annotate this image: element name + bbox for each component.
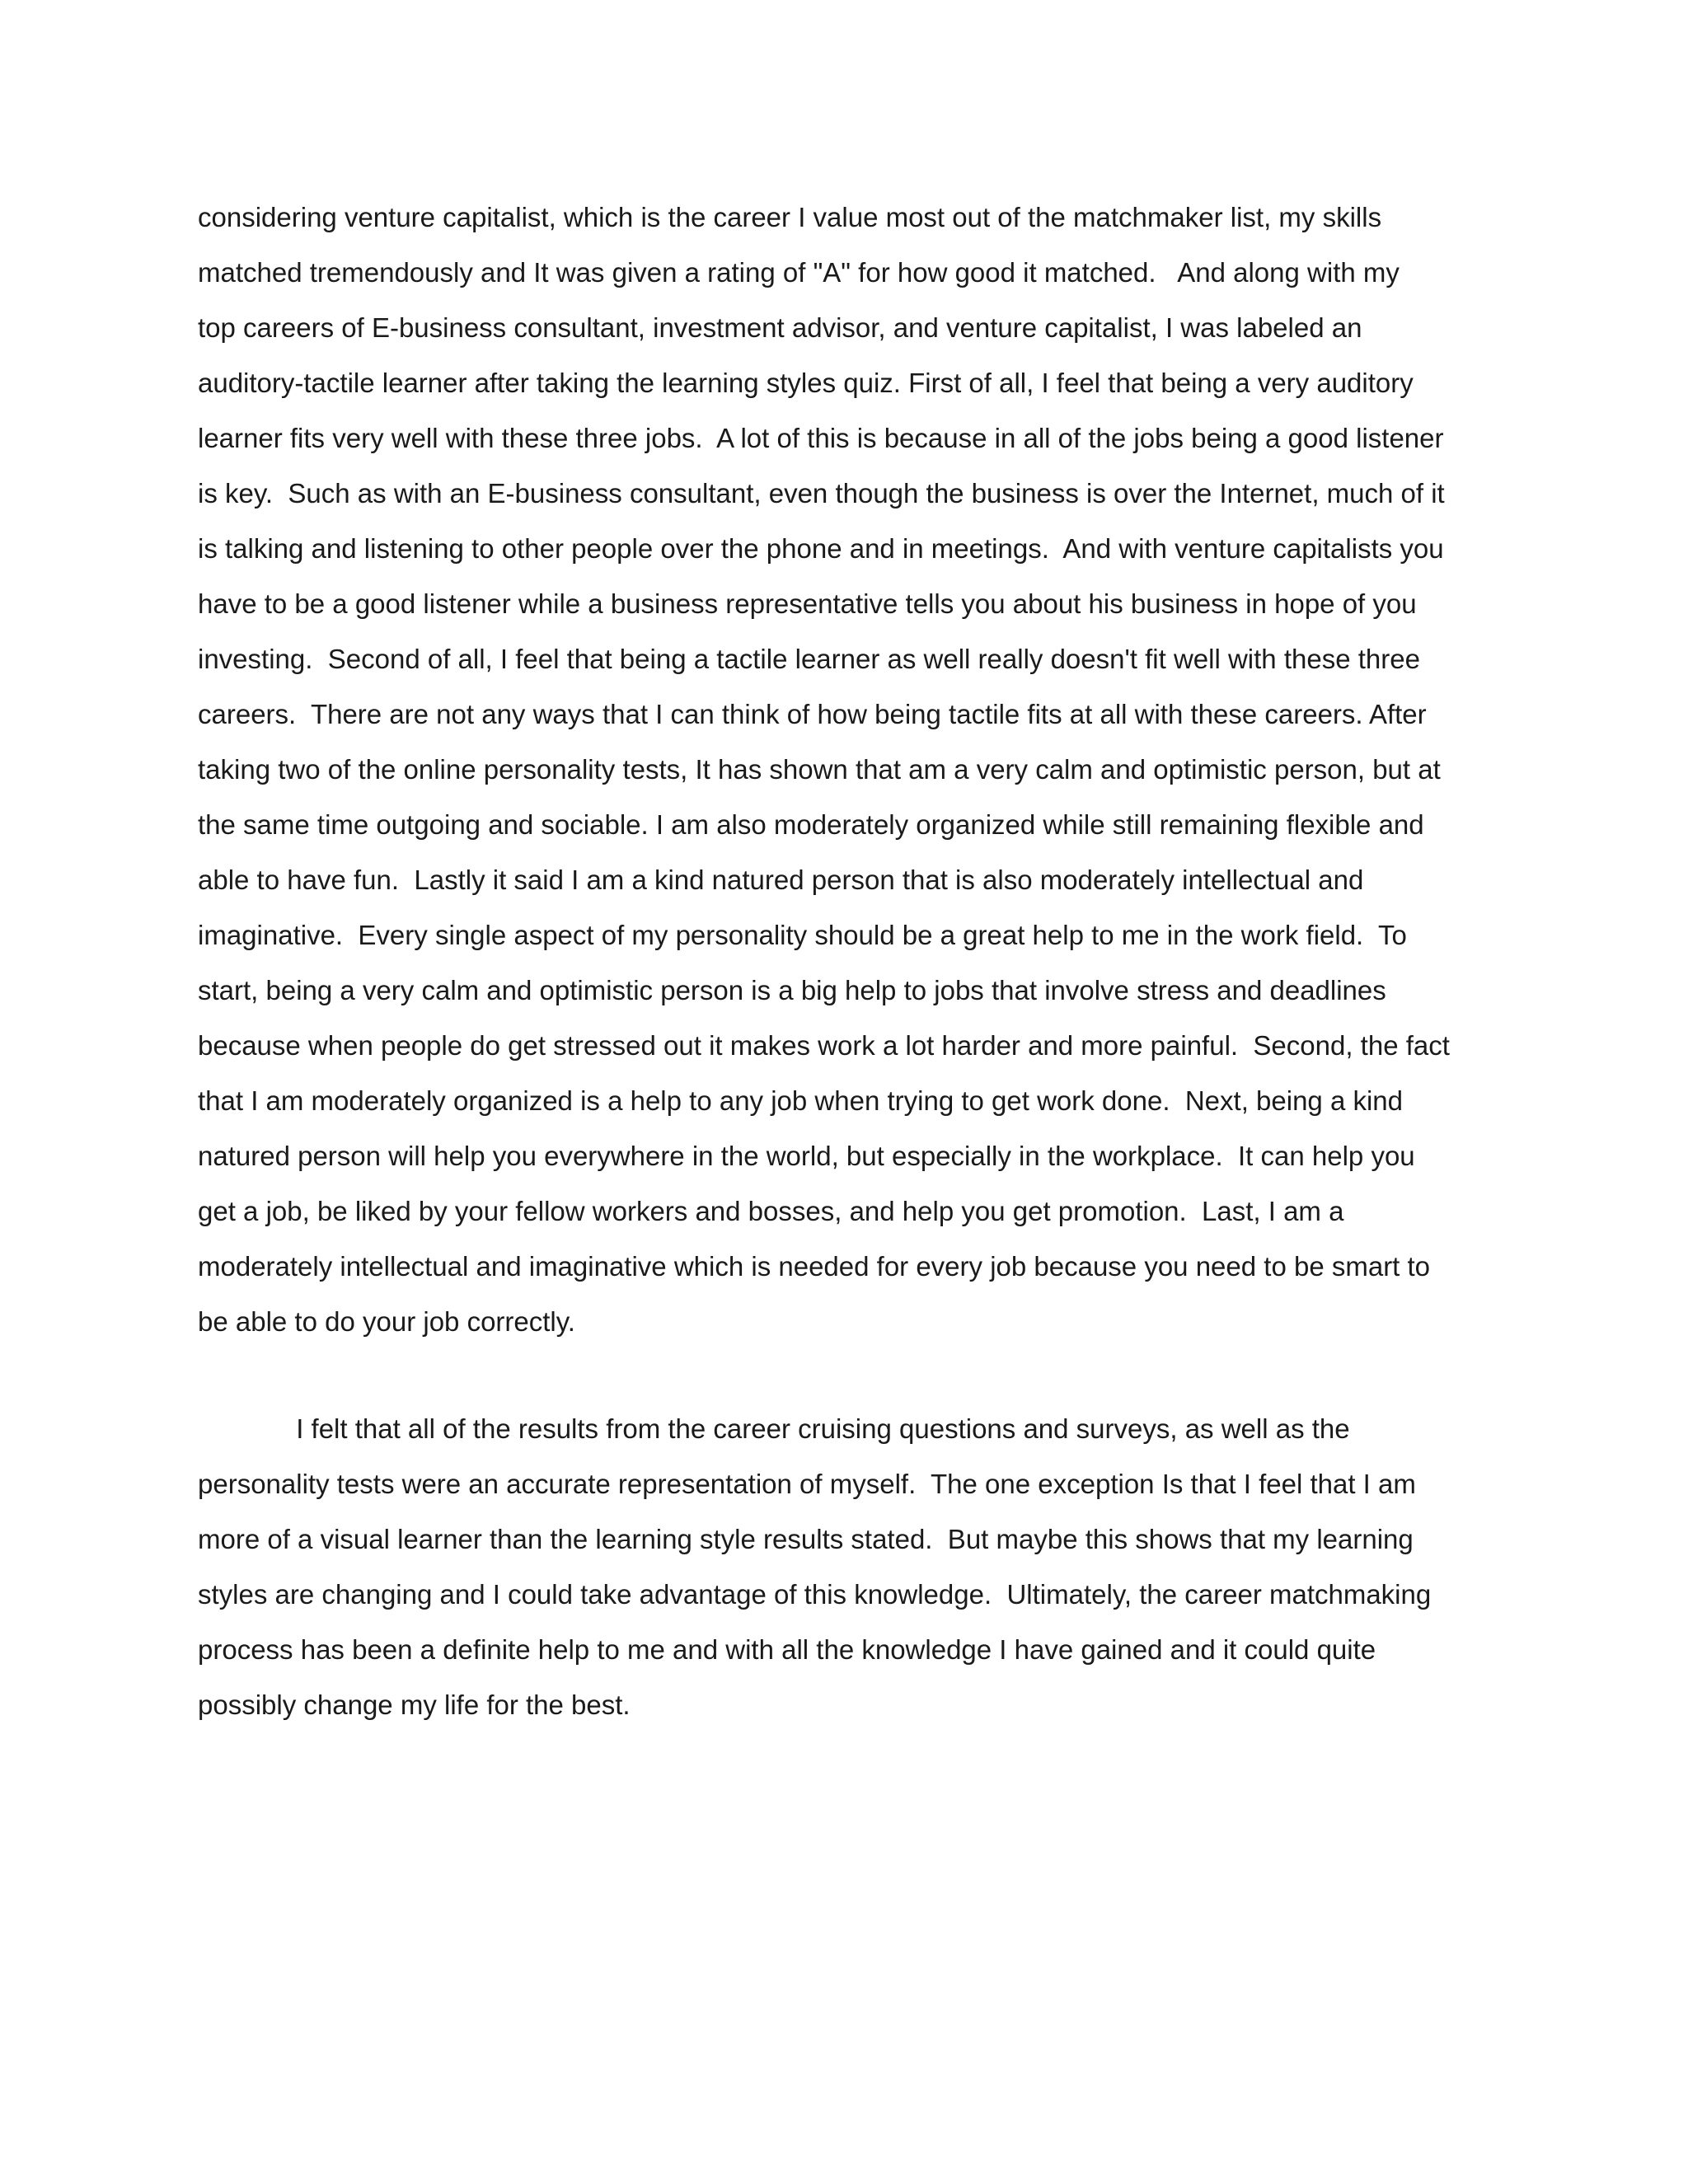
- paragraph-line: is talking and listening to other people over the phone and in meetings. And with venture capitalists you: [198, 533, 1444, 564]
- paragraph-line: top careers of E-business consultant, investment advisor, and venture capitalist, I was labeled an: [198, 312, 1362, 343]
- paragraph-line: I felt that all of the results from the career cruising questions and surveys, as well as the: [198, 1413, 1350, 1444]
- paragraph-line: moderately intellectual and imaginative which is needed for every job because you need to be smart to: [198, 1251, 1431, 1282]
- paragraph-line: get a job, be liked by your fellow workers and bosses, and help you get promotion. Last, I am a: [198, 1196, 1344, 1226]
- paragraph-line: investing. Second of all, I feel that being a tactile learner as well really doesn't fit well with these three: [198, 644, 1420, 674]
- paragraph-line: auditory-tactile learner after taking the learning styles quiz. First of all, I feel that being a very auditory: [198, 368, 1414, 398]
- paragraph-line: personality tests were an accurate representation of myself. The one exception Is that I feel that I am: [198, 1469, 1416, 1499]
- paragraph-line: possibly change my life for the best.: [198, 1690, 631, 1720]
- paragraph-line: because when people do get stressed out it makes work a lot harder and more painful. Second, the fact: [198, 1030, 1450, 1061]
- paragraph-line: be able to do your job correctly.: [198, 1306, 575, 1337]
- paragraph-line: styles are changing and I could take advantage of this knowledge. Ultimately, the career matchmaking: [198, 1579, 1432, 1610]
- paragraph-line: process has been a definite help to me and with all the knowledge I have gained and it could quite: [198, 1634, 1376, 1665]
- paragraph-line: more of a visual learner than the learning style results stated. But maybe this shows that my learning: [198, 1524, 1414, 1554]
- paragraph-line: matched tremendously and It was given a rating of "A" for how good it matched. And along with my: [198, 257, 1400, 288]
- paragraph-line: is key. Such as with an E-business consultant, even though the business is over the Internet, much of it: [198, 478, 1445, 509]
- paragraph-line: start, being a very calm and optimistic person is a big help to jobs that involve stress and deadlines: [198, 975, 1386, 1005]
- paragraph-line: have to be a good listener while a business representative tells you about his business in hope of you: [198, 588, 1417, 619]
- paragraph-line: careers. There are not any ways that I can think of how being tactile fits at all with these careers. After: [198, 699, 1427, 729]
- paragraph-line: natured person will help you everywhere in the world, but especially in the workplace. It can help you: [198, 1141, 1415, 1171]
- paragraph-line: considering venture capitalist, which is the career I value most out of the matchmaker list, my skills: [198, 202, 1382, 232]
- paragraph-line: imaginative. Every single aspect of my personality should be a great help to me in the work field. To: [198, 920, 1407, 950]
- paragraph-line: able to have fun. Lastly it said I am a kind natured person that is also moderately intellectual and: [198, 865, 1364, 895]
- paragraph-line: the same time outgoing and sociable. I am also moderately organized while still remaining flexible and: [198, 809, 1424, 840]
- paragraph-line: learner fits very well with these three jobs. A lot of this is because in all of the jobs being a good listener: [198, 423, 1444, 453]
- paragraph-line: taking two of the online personality tests, It has shown that am a very calm and optimistic person, but at: [198, 754, 1441, 785]
- paragraph-1: [198, 190, 1500, 1349]
- paragraph-line: that I am moderately organized is a help to any job when trying to get work done. Next, being a kind: [198, 1085, 1404, 1116]
- paragraph-2: [198, 1401, 1500, 1732]
